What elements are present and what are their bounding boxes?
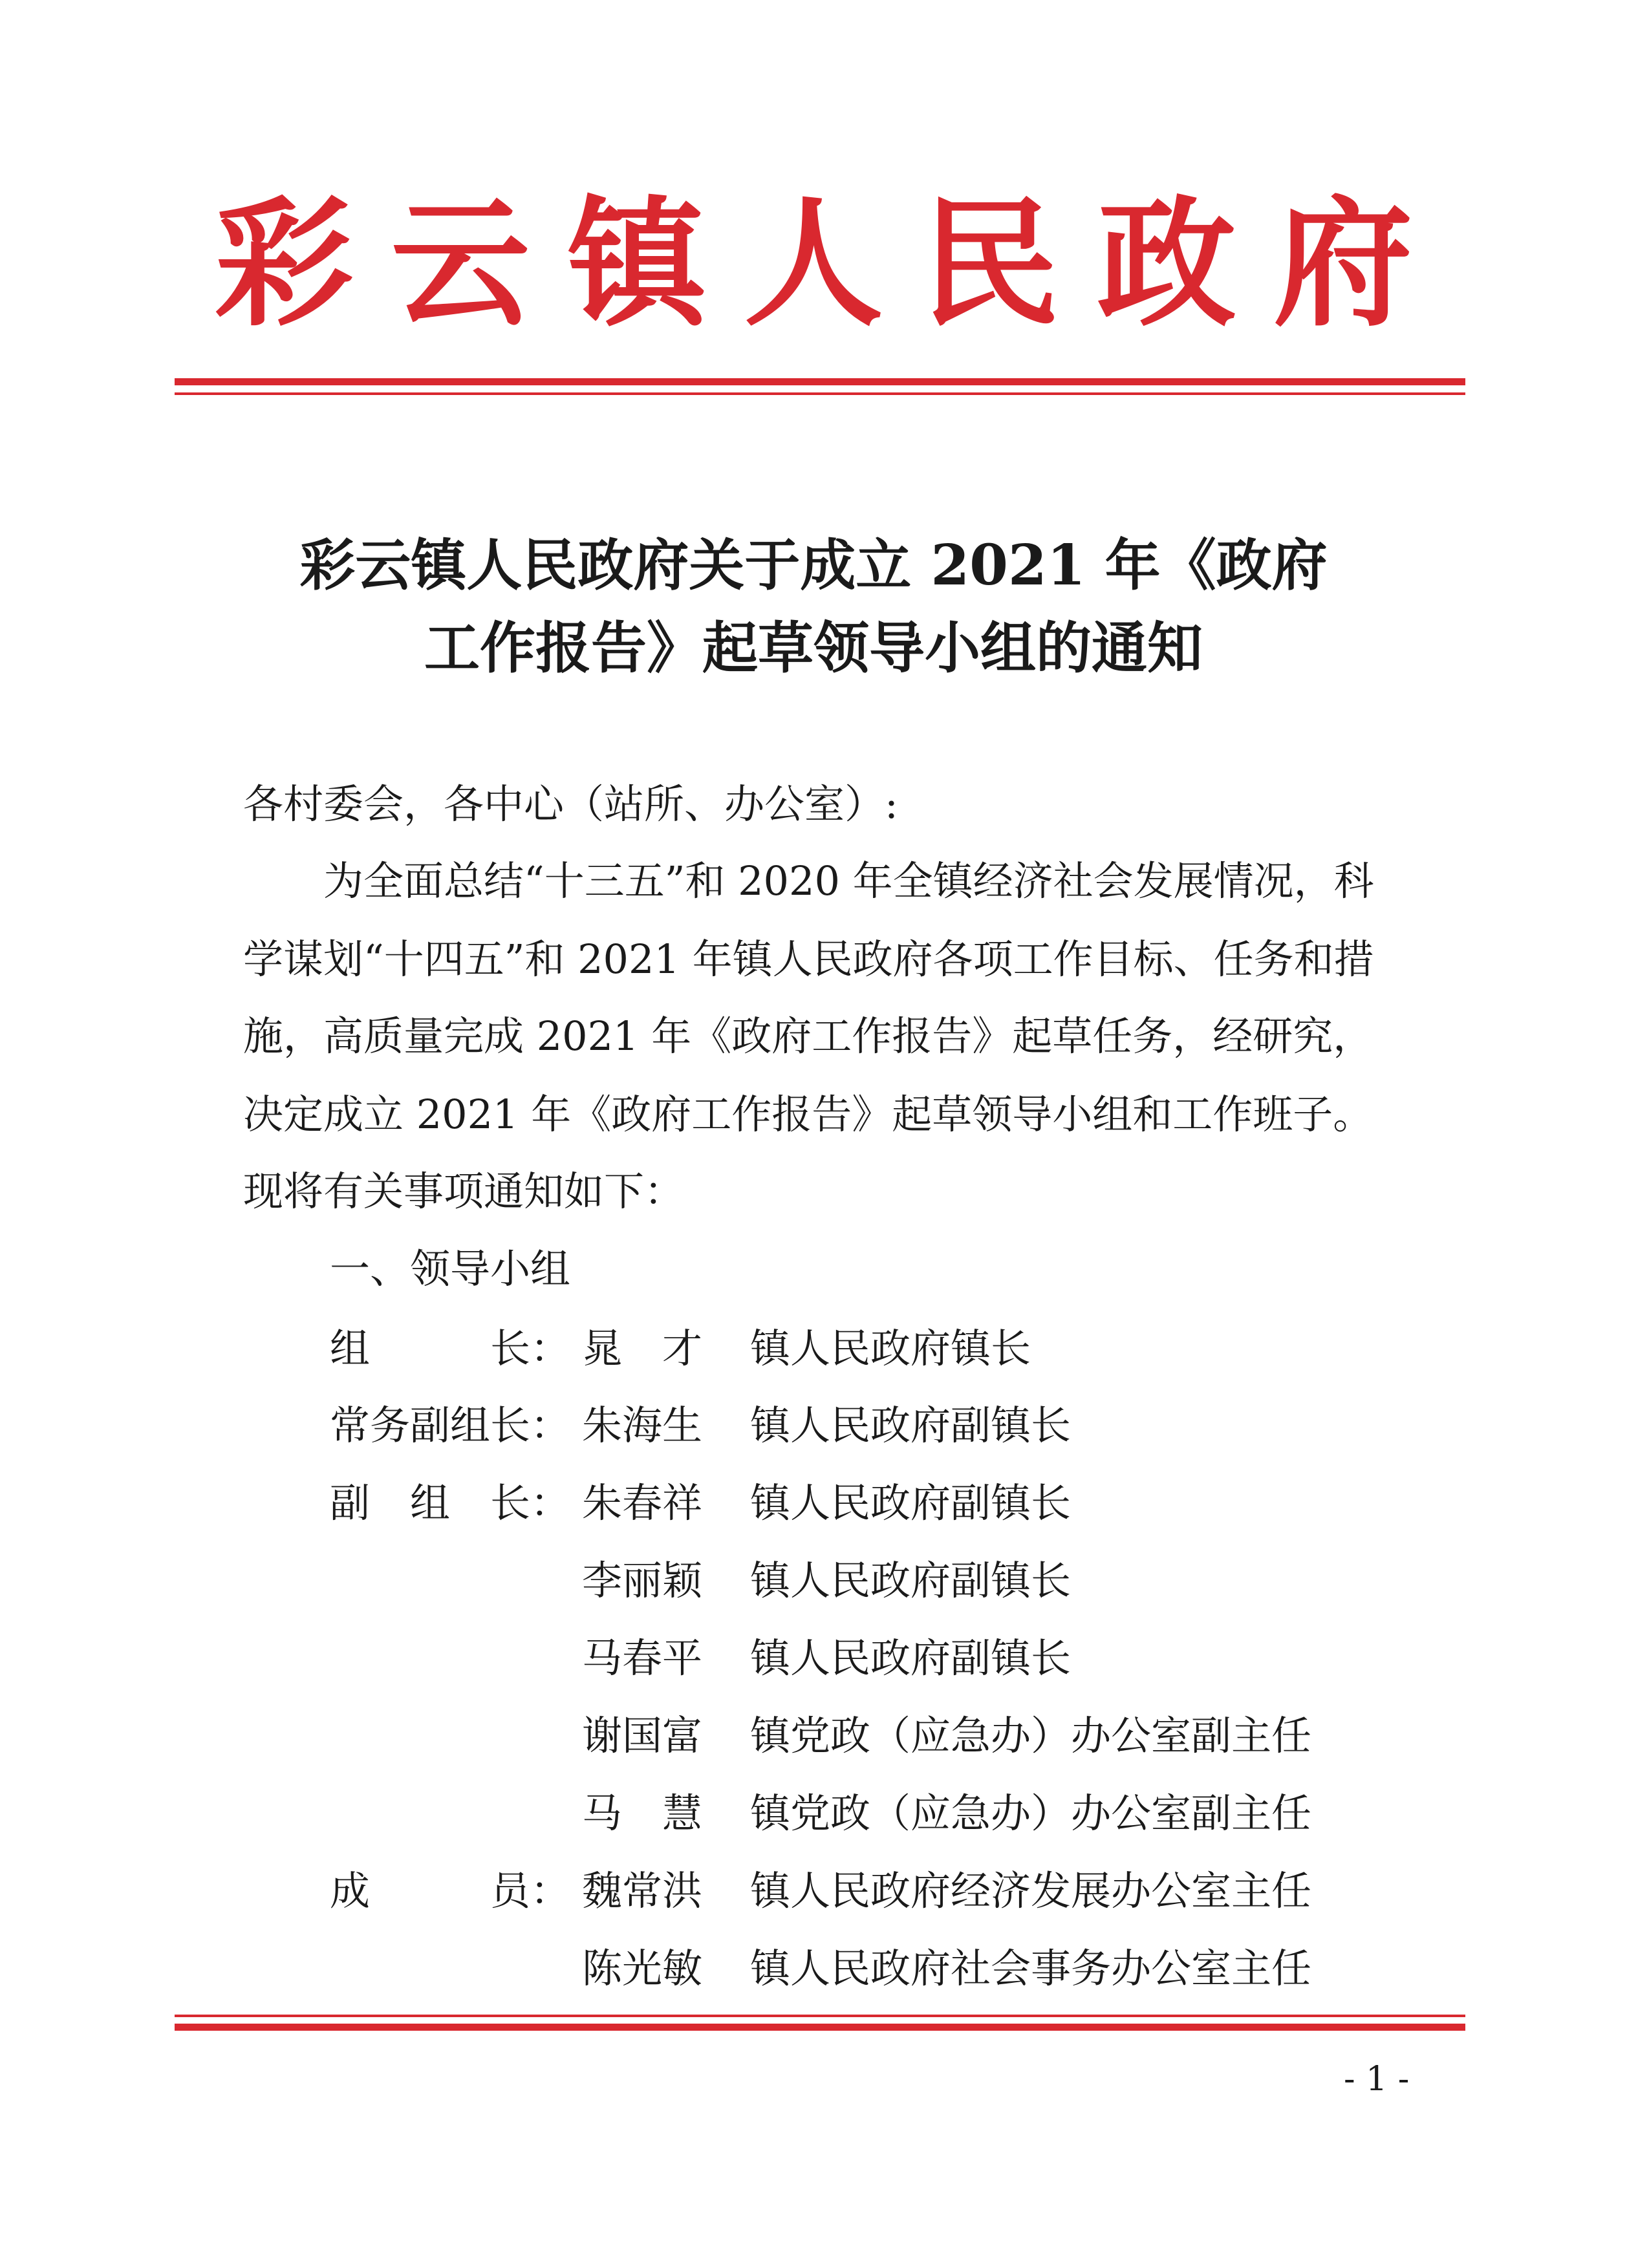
paragraph-line: 学谋划“十四五”和 2021 年镇人民政府各项工作目标、任务和措 — [243, 936, 1374, 983]
member-position: 镇人民政府副镇长 — [750, 1557, 1072, 1604]
member-name: 马春平 — [582, 1634, 703, 1682]
page-number: - 1 - — [1344, 2060, 1410, 2099]
footer-rule-thin — [175, 2015, 1465, 2017]
header-rule-thin — [175, 392, 1465, 395]
document-title-line-1: 彩云镇人民政府关于成立 2021 年《政府 — [299, 533, 1328, 598]
member-name: 陈光敏 — [582, 1945, 703, 1992]
member-position: 镇党政（应急办）办公室副主任 — [750, 1712, 1312, 1759]
member-position: 镇人民政府副镇长 — [750, 1634, 1072, 1682]
member-position: 镇人民政府社会事务办公室主任 — [750, 1945, 1312, 1992]
member-role: 组 长： — [330, 1325, 571, 1372]
paragraph-line: 施，高质量完成 2021 年《政府工作报告》起草任务，经研究， — [243, 1012, 1374, 1060]
member-name: 谢国富 — [582, 1712, 703, 1759]
member-role: 成 员： — [330, 1867, 571, 1914]
member-position: 镇人民政府副镇长 — [750, 1402, 1072, 1449]
salutation: 各村委会，各中心（站所、办公室）: — [243, 780, 898, 828]
member-name: 马 慧 — [582, 1790, 703, 1837]
paragraph-line: 决定成立 2021 年《政府工作报告》起草领导小组和工作班子。 — [243, 1091, 1374, 1138]
member-position: 镇人民政府经济发展办公室主任 — [750, 1867, 1312, 1914]
member-name: 朱海生 — [582, 1402, 703, 1449]
paragraph-line: 现将有关事项通知如下： — [243, 1168, 685, 1215]
issuer-masthead: 彩云镇人民政府 — [214, 182, 1450, 345]
footer-rule-thick — [175, 2024, 1465, 2031]
header-rule-thick — [175, 378, 1465, 385]
member-name: 朱春祥 — [582, 1479, 703, 1526]
member-position: 镇人民政府副镇长 — [750, 1479, 1072, 1526]
member-role: 常务副组长： — [330, 1402, 571, 1449]
member-role: 副 组 长： — [330, 1479, 571, 1526]
member-position: 镇党政（应急办）办公室副主任 — [750, 1790, 1312, 1837]
member-name: 魏常洪 — [582, 1867, 703, 1914]
paragraph-line: 为全面总结“十三五”和 2020 年全镇经济社会发展情况，科 — [323, 857, 1374, 904]
member-position: 镇人民政府镇长 — [750, 1325, 1031, 1372]
section-heading: 一、领导小组 — [330, 1245, 571, 1292]
member-name: 李丽颖 — [582, 1557, 703, 1604]
document-title-line-2: 工作报告》起草领导小组的通知 — [424, 615, 1203, 681]
member-name: 晁 才 — [582, 1325, 703, 1372]
